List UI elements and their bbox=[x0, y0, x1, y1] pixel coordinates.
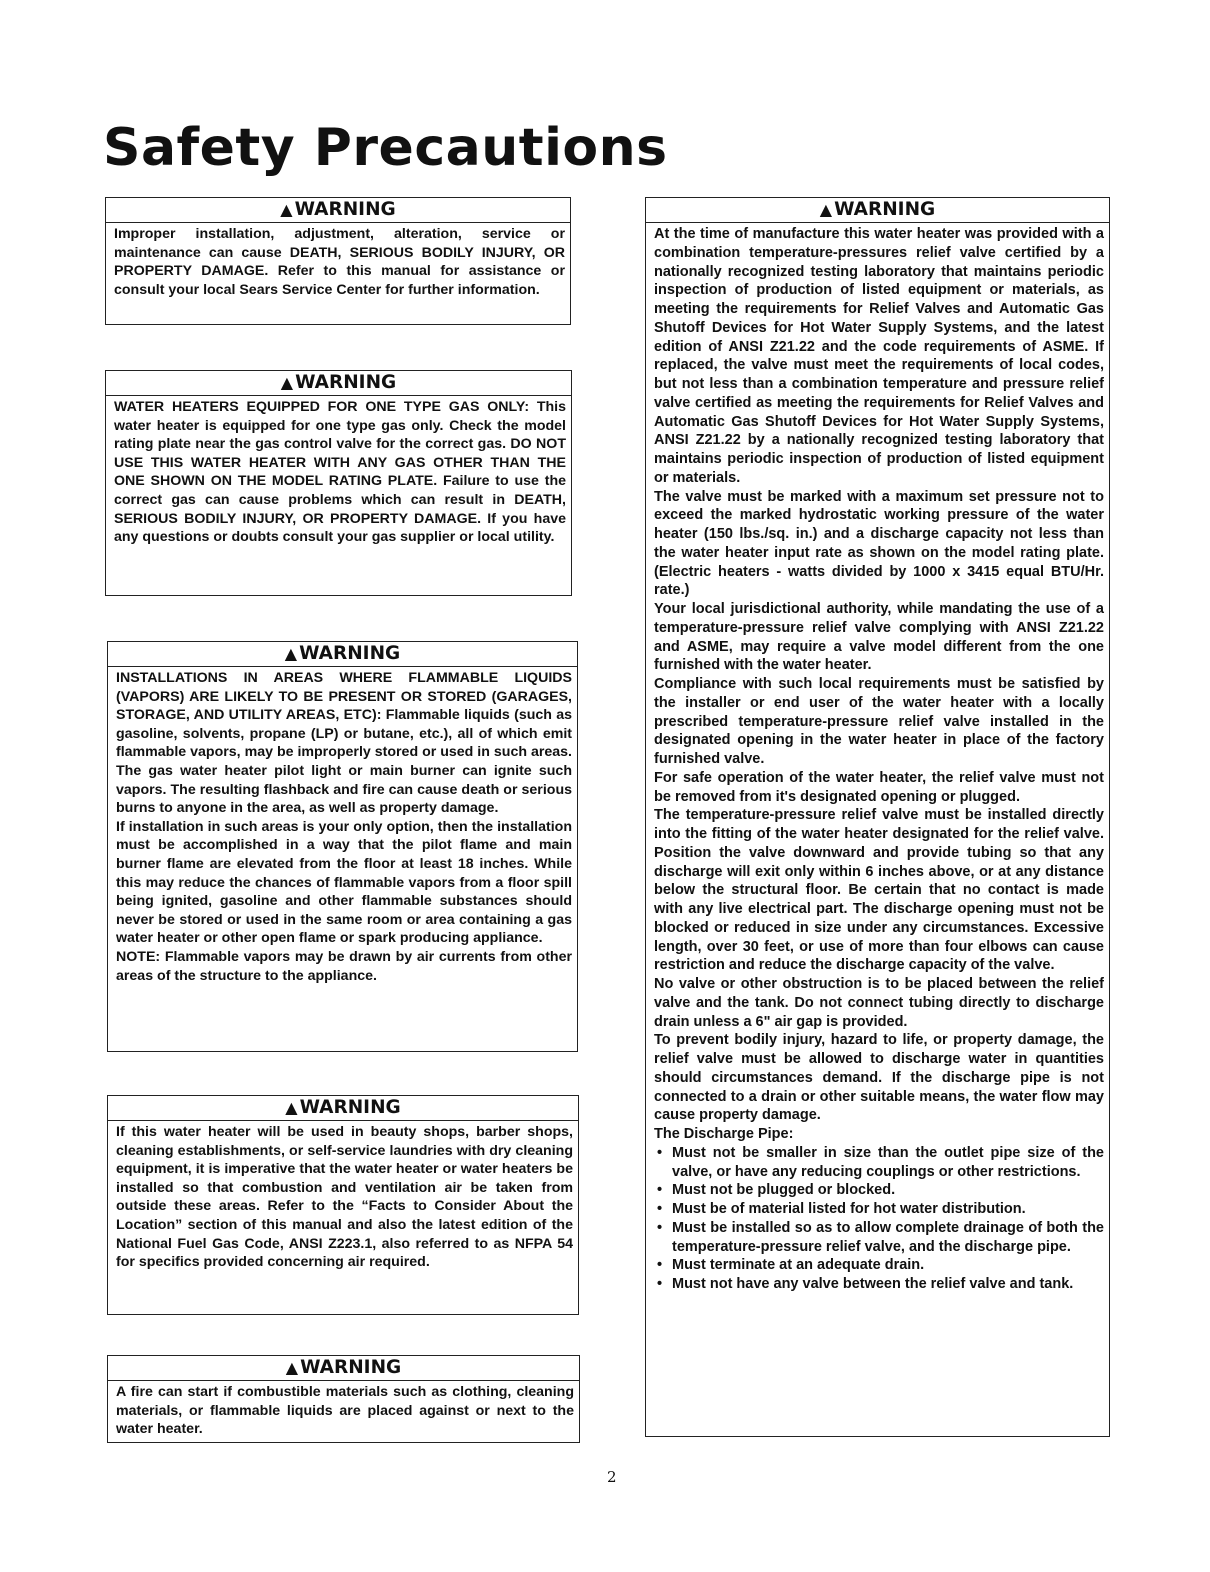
warning-text bbox=[108, 1121, 578, 1278]
warning-paragraph: Compliance with such local requirements must be satisfied by the installer or end user of the water heater with a locally prescribed temperature-pressure relief valve installed in the designated opening in the water heater in place of the factory furnished valve. bbox=[654, 676, 1104, 767]
list-item: • Must be of material listed for hot water distribution. bbox=[672, 1200, 1104, 1219]
warning-box-flammable-liquids bbox=[107, 641, 578, 1052]
warning-label: WARNING bbox=[300, 1357, 402, 1378]
warning-label: WARNING bbox=[295, 372, 397, 393]
warning-paragraph: For safe operation of the water heater, the relief valve must not be removed from it's designated opening or plugged. bbox=[654, 769, 1104, 805]
warning-triangle-icon: ▲ bbox=[285, 1098, 298, 1117]
warning-header bbox=[646, 198, 1109, 223]
list-item: • Must be installed so as to allow complete drainage of both the temperature-pressure relief valve, and the discharge pipe. bbox=[672, 1219, 1104, 1257]
warning-paragraph: No valve or other obstruction is to be placed between the relief valve and the tank. Do not connect tubing directly to discharge drain unless a 6" air gap is provided. bbox=[654, 976, 1104, 1030]
warning-paragraph: The valve must be marked with a maximum set pressure not to exceed the marked hydrostatic working pressure of the water heater (150 lbs./sq. in.) and a discharge capacity not less than the water heater input rate as shown on the model rating plate. (Electric heaters - watts divided by 1000 x 3415 equal BTU/Hr. rate.) bbox=[654, 488, 1104, 599]
warning-text bbox=[108, 667, 577, 991]
warning-label: WARNING bbox=[299, 1097, 401, 1118]
warning-header bbox=[106, 371, 571, 396]
warning-paragraph: To prevent bodily injury, hazard to life, or property damage, the relief valve must be allowed to discharge water in quantities should circumstances demand. If the discharge pipe is not connected to a drain or other suitable means, the water flow may cause property damage. bbox=[654, 1032, 1104, 1124]
warning-header bbox=[106, 198, 570, 223]
warning-label: WARNING bbox=[299, 643, 401, 664]
warning-box-beauty-shops bbox=[107, 1095, 579, 1315]
page-number: 2 bbox=[607, 1468, 617, 1486]
warning-header bbox=[108, 1356, 579, 1381]
warning-paragraph: Your local jurisdictional authority, while mandating the use of a temperature-pressure relief valve complying with ANSI Z21.22 and ASME, may require a valve model different from the one furnished with the water heater. bbox=[654, 601, 1104, 674]
list-item: • Must not be smaller in size than the outlet pipe size of the valve, or have any reducing couplings or other restrictions. bbox=[672, 1144, 1104, 1182]
warning-paragraph: The temperature-pressure relief valve must be installed directly into the fitting of the water heater designated for the relief valve. Position the valve downward and provide tubing so that any discharge will exit only within 6 inches above, or at any distance below the structural floor. Be certain that no contact is made with any live electrical part. The discharge opening must not be blocked or reduced in size under any circumstances. Excessive length, over 30 feet, or use of more than four elbows can cause restriction and reduce the discharge capacity of the valve. bbox=[654, 807, 1104, 974]
warning-triangle-icon: ▲ bbox=[285, 1358, 299, 1377]
warning-text bbox=[646, 223, 1109, 1300]
warning-paragraph: WATER HEATERS EQUIPPED FOR ONE TYPE GAS ONLY: This water heater is equipped for one type gas only. Check the model rating plate near the gas control valve for the correct gas. DO NOT USE THIS WATER HEATER WITH ANY GAS OTHER THAN THE ONE SHOWN ON THE MODEL RATING PLATE. Failure to use the correct gas can cause problems which can result in DEATH, SERIOUS BODILY INJURY, OR PROPERTY DAMAGE. If you have any questions or doubts consult your gas supplier or local utility. bbox=[114, 399, 566, 546]
warning-box-one-type-gas bbox=[105, 370, 572, 596]
warning-paragraph: The Discharge Pipe: bbox=[654, 1126, 794, 1142]
warning-header bbox=[108, 1096, 578, 1121]
list-item: • Must not be plugged or blocked. bbox=[672, 1181, 1104, 1200]
list-item: • Must not have any valve between the relief valve and tank. bbox=[672, 1275, 1104, 1294]
warning-box-relief-valve bbox=[645, 197, 1110, 1437]
warning-paragraph: A fire can start if combustible materials such as clothing, cleaning materials, or flammable liquids are placed against or next to the water heater. bbox=[116, 1384, 574, 1438]
warning-text bbox=[106, 223, 570, 305]
warning-triangle-icon: ▲ bbox=[280, 373, 294, 392]
warning-paragraph: If installation in such areas is your only option, then the installation must be accomplished in a way that the pilot flame and main burner flame are elevated from the floor at least 18 inches. While this may reduce the chances of flammable vapors from a floor spill being ignited, gasoline and other flammable substances should never be stored or used in the same room or area containing a gas water heater or other open flame or spark producing appliance. bbox=[116, 818, 572, 947]
warning-triangle-icon: ▲ bbox=[280, 200, 293, 219]
warning-triangle-icon: ▲ bbox=[284, 644, 298, 663]
discharge-pipe-list bbox=[654, 1144, 1104, 1294]
warning-header bbox=[108, 642, 577, 667]
warning-box-improper-installation bbox=[105, 197, 571, 325]
page-title: Safety Precautions bbox=[103, 118, 668, 178]
warning-label: WARNING bbox=[834, 199, 936, 220]
warning-box-combustible-materials bbox=[107, 1355, 580, 1443]
warning-paragraph: If this water heater will be used in beauty shops, barber shops, cleaning establishments, or self-service laundries with dry cleaning equipment, it is imperative that the water heater or water heaters be installed so that combustion and ventilation air be taken from outside these areas. Refer to the “Facts to Consider About the Location” section of this manual and also the latest edition of the National Fuel Gas Code, ANSI Z223.1, also referred to as NFPA 54 for specifics provided concerning air required. bbox=[116, 1124, 573, 1271]
warning-paragraph: Improper installation, adjustment, alteration, service or maintenance can cause DEATH, SERIOUS BODILY INJURY, OR PROPERTY DAMAGE. Refer to this manual for assistance or consult your local Sears Service Center for further information. bbox=[114, 226, 565, 298]
warning-text bbox=[106, 396, 571, 553]
warning-paragraph: NOTE: Flammable vapors may be drawn by air currents from other areas of the structure to the appliance. bbox=[116, 948, 572, 984]
warning-paragraph: At the time of manufacture this water heater was provided with a combination temperature-pressures relief valve certified by a nationally recognized testing laboratory that maintains periodic inspection of production of listed equipment or materials, as meeting the requirements for Relief Valves and Automatic Gas Shutoff Devices for Hot Water Supply Systems, and the latest edition of ANSI Z21.22 and the code requirements of ASME. If replaced, the valve must meet the requirements of local codes, but not less than a combination temperature and pressure relief valve certified as meeting the requirements for Relief Valves and Automatic Gas Shutoff Devices for Hot Water Supply Systems, ANSI Z21.22 by a nationally recognized testing laboratory that maintains periodic inspection of production of listed equipment or materials. bbox=[654, 226, 1104, 486]
warning-label: WARNING bbox=[294, 199, 396, 220]
warning-paragraph: INSTALLATIONS IN AREAS WHERE FLAMMABLE LIQUIDS (VAPORS) ARE LIKELY TO BE PRESENT OR STORED (GARAGES, STORAGE, AND UTILITY AREAS, ETC): Flammable liquids (such as gasoline, solvents, propane (LP) or butane, etc.), all of which emit flammable vapors, may be improperly stored or used in such areas. The gas water heater pilot light or main burner can ignite such vapors. The resulting flashback and fire can cause death or serious burns to anyone in the area, as well as property damage. bbox=[116, 670, 572, 817]
warning-text bbox=[108, 1381, 579, 1445]
warning-triangle-icon: ▲ bbox=[819, 200, 833, 219]
list-item: • Must terminate at an adequate drain. bbox=[672, 1256, 1104, 1275]
